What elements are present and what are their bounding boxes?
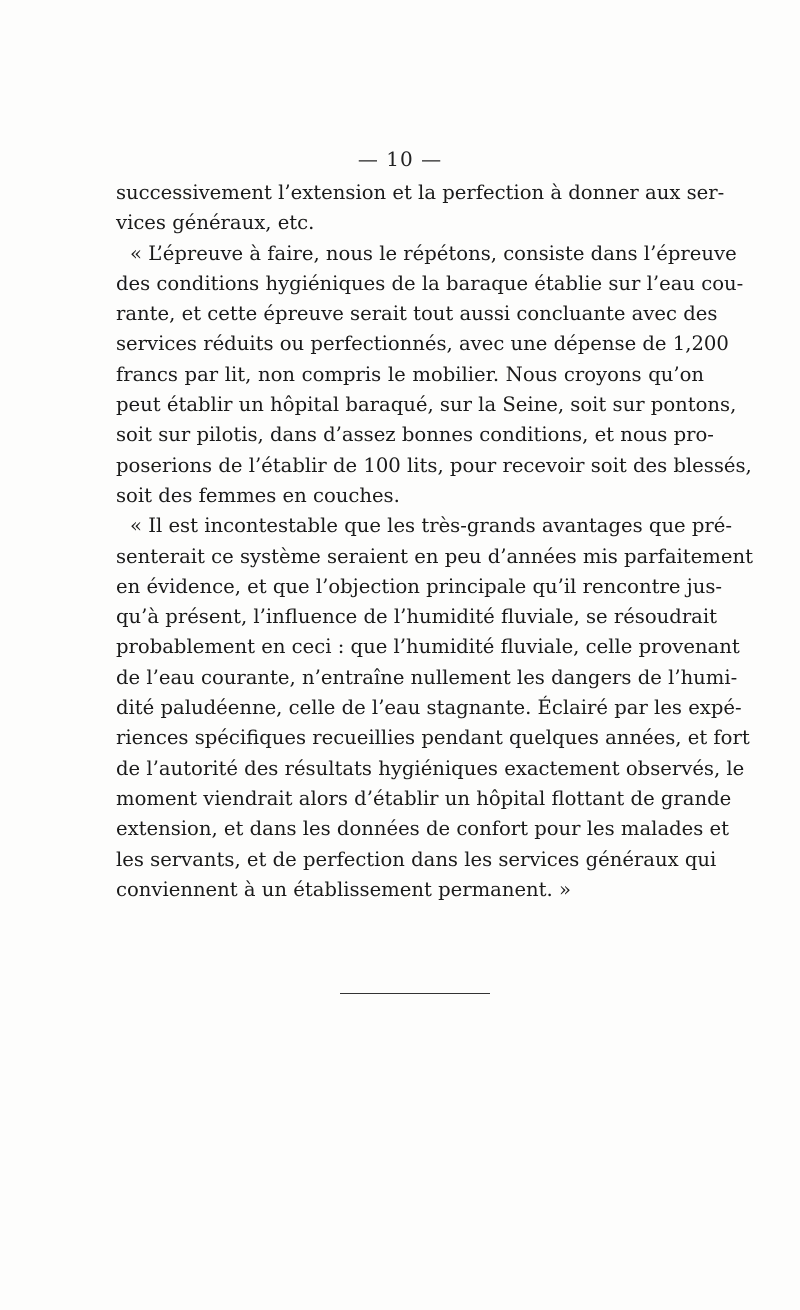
- text-line: riences spécifiques recueillies pendant quelques années, et fort: [116, 726, 750, 750]
- text-line: extension, et dans les données de confort pour les malades et: [116, 817, 730, 841]
- body-text: [116, 178, 753, 905]
- text-line: dité paludéenne, celle de l’eau stagnante. Éclairé par les expé-: [116, 696, 742, 720]
- text-line: vices généraux, etc.: [116, 211, 315, 235]
- text-line: moment viendrait alors d’établir un hôpital flottant de grande: [116, 786, 732, 810]
- text-line: services réduits ou perfectionnés, avec une dépense de 1,200: [116, 332, 729, 356]
- text-line: poserions de l’établir de 100 lits, pour recevoir soit des blessés,: [116, 453, 752, 477]
- paragraph: [116, 511, 753, 905]
- text-line: francs par lit, non compris le mobilier. Nous croyons qu’on: [116, 362, 704, 386]
- text-line: en évidence, et que l’objection principale qu’il rencontre jus-: [116, 574, 723, 598]
- page-number: — 10 —: [357, 147, 443, 171]
- text-line: probablement en ceci : que l’humidité fluviale, celle provenant: [116, 635, 740, 659]
- text-line: « Il est incontestable que les très-grands avantages que pré-: [130, 514, 733, 538]
- text-line: « L’épreuve à faire, nous le répétons, consiste dans l’épreuve: [130, 241, 737, 265]
- text-line: qu’à présent, l’influence de l’humidité fluviale, se résoudrait: [116, 605, 718, 629]
- text-line: soit des femmes en couches.: [116, 483, 400, 507]
- text-line: senterait ce système seraient en peu d’années mis parfaitement: [116, 544, 753, 568]
- text-line: soit sur pilotis, dans d’assez bonnes conditions, et nous pro-: [116, 423, 714, 447]
- paragraph: [116, 239, 752, 512]
- text-line: conviennent à un établissement permanent. »: [116, 877, 571, 901]
- text-line: des conditions hygiéniques de la baraque établie sur l’eau cou-: [116, 271, 744, 295]
- paragraph: [116, 178, 725, 239]
- text-line: les servants, et de perfection dans les services généraux qui: [116, 847, 717, 871]
- text-line: peut établir un hôpital baraqué, sur la Seine, soit sur pontons,: [116, 393, 737, 417]
- text-line: de l’eau courante, n’entraîne nullement les dangers de l’humi-: [116, 665, 738, 689]
- text-line: rante, et cette épreuve serait tout aussi concluante avec des: [116, 302, 718, 326]
- text-line: de l’autorité des résultats hygiéniques exactement observés, le: [116, 756, 745, 780]
- section-end-rule: [340, 993, 490, 994]
- text-line: successivement l’extension et la perfection à donner aux ser-: [116, 181, 725, 204]
